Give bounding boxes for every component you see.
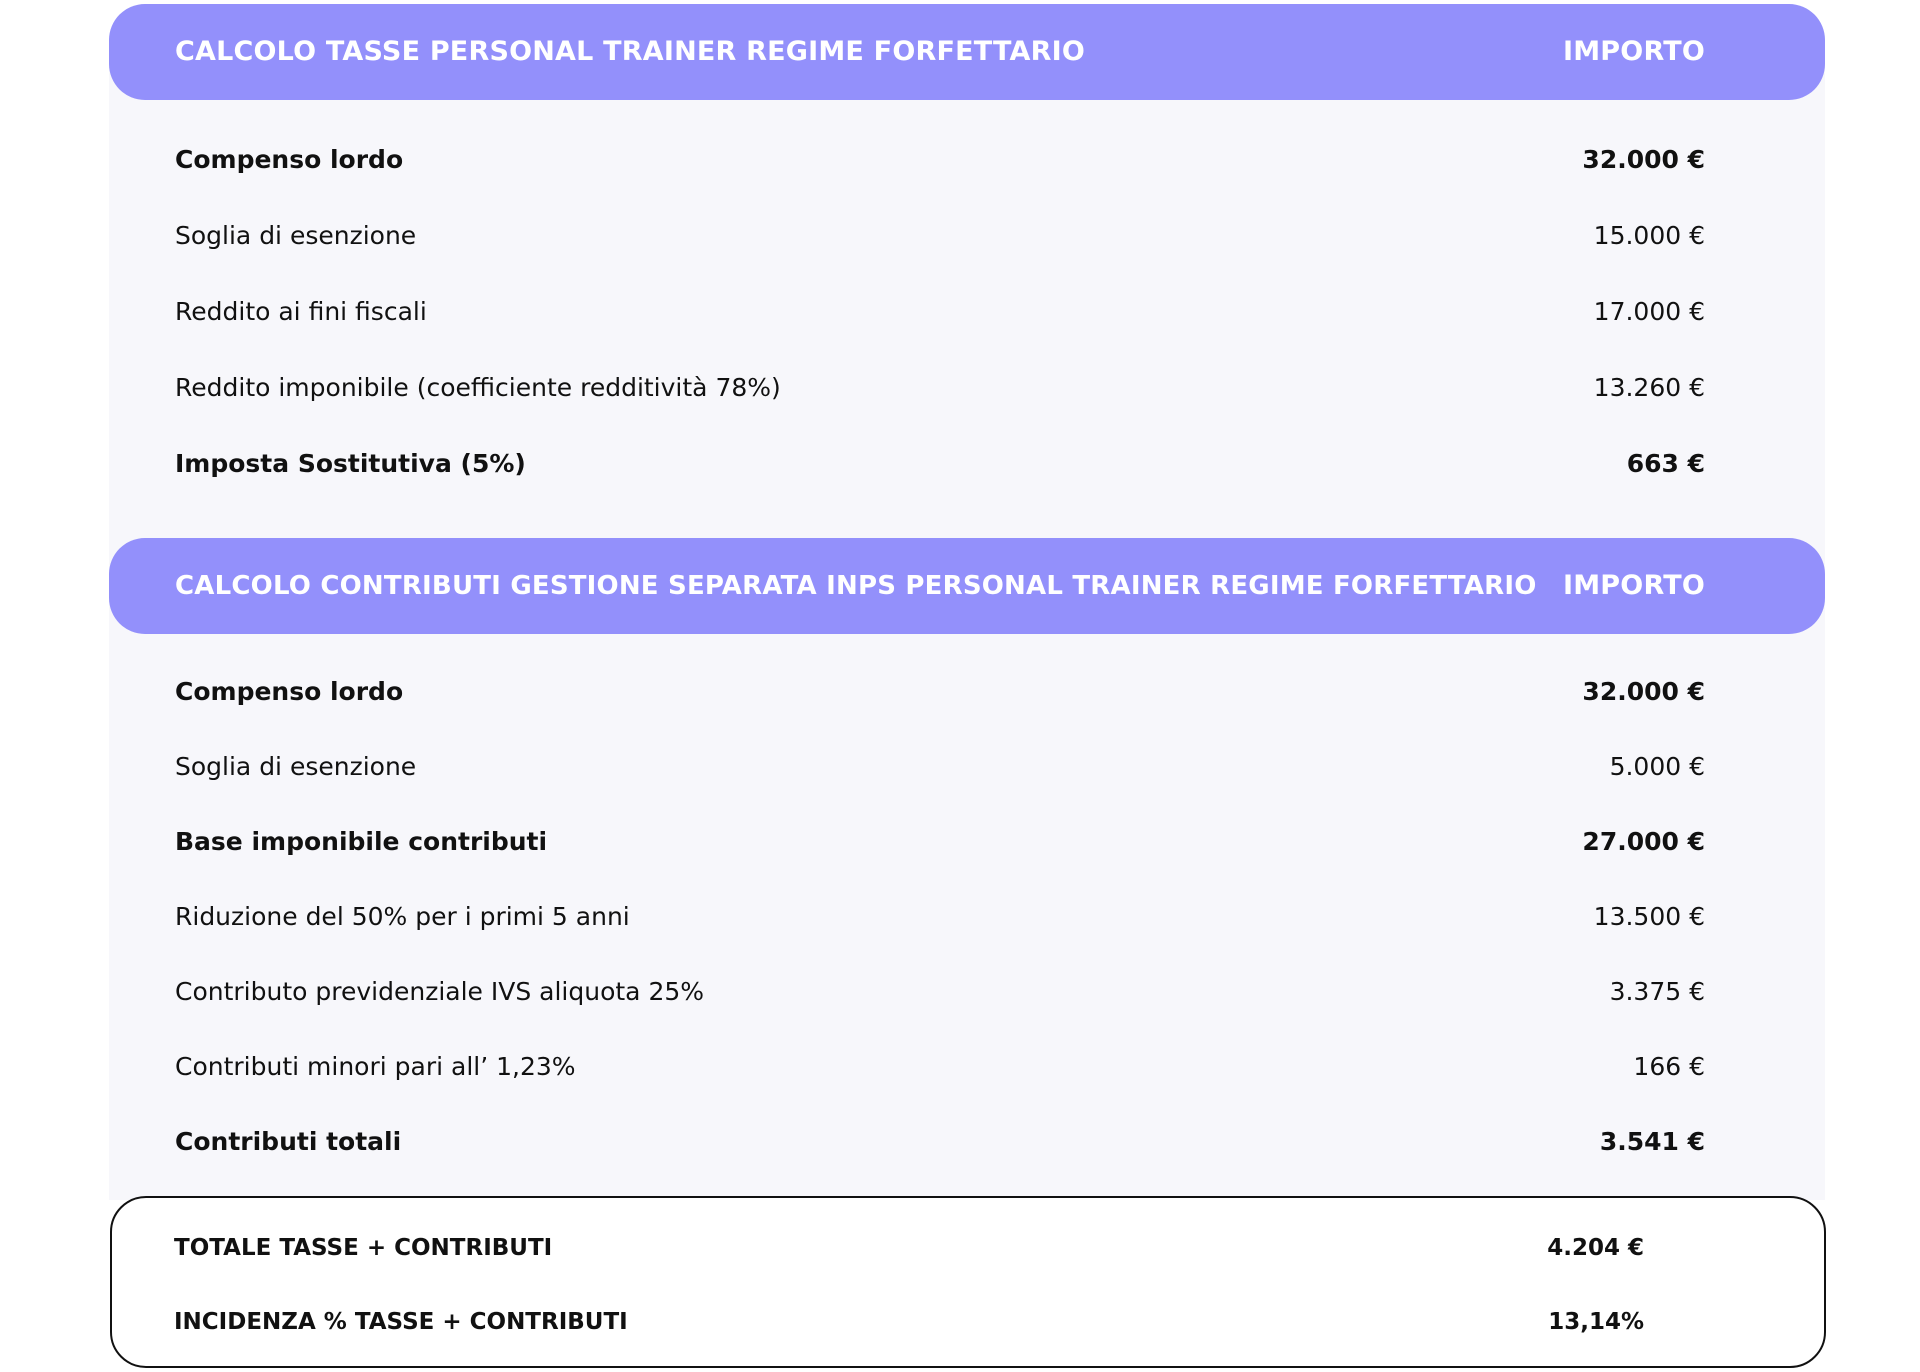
row-label: Contributi minori pari all’ 1,23% <box>175 1052 576 1081</box>
section1-row-soglia-esenzione <box>175 216 1705 256</box>
row-value: 27.000 € <box>1582 827 1705 856</box>
row-label: Contributo previdenziale IVS aliquota 25% <box>175 977 705 1006</box>
section2-row-riduzione <box>175 897 1705 937</box>
row-value: 4.204 € <box>1547 1235 1644 1261</box>
section2-row-soglia-esenzione <box>175 747 1705 787</box>
row-label: Contributi totali <box>175 1127 402 1156</box>
section1-header <box>109 4 1825 100</box>
row-label: Reddito ai fini fiscali <box>175 297 427 326</box>
row-value: 3.541 € <box>1599 1127 1705 1156</box>
section2-amount-header: IMPORTO <box>1562 570 1705 601</box>
row-label: TOTALE TASSE + CONTRIBUTI <box>174 1235 553 1261</box>
summary-box <box>110 1196 1826 1368</box>
row-label: Riduzione del 50% per i primi 5 anni <box>175 902 630 931</box>
row-label: Base imponibile contributi <box>175 827 548 856</box>
row-value: 32.000 € <box>1582 677 1705 706</box>
row-value: 15.000 € <box>1593 221 1705 250</box>
row-label: Soglia di esenzione <box>175 752 417 781</box>
row-label: Imposta Sostitutiva (5%) <box>175 449 526 478</box>
row-value: 663 € <box>1626 449 1705 478</box>
row-value: 13.500 € <box>1593 902 1705 931</box>
section2-row-compenso-lordo <box>175 672 1705 712</box>
section1-amount-header: IMPORTO <box>1562 36 1705 67</box>
row-value: 17.000 € <box>1593 297 1705 326</box>
row-label: Compenso lordo <box>175 677 404 706</box>
section2-row-contributo-ivs <box>175 972 1705 1012</box>
section2-header <box>109 538 1825 634</box>
row-value: 13,14% <box>1548 1309 1644 1335</box>
section2-title: CALCOLO CONTRIBUTI GESTIONE SEPARATA INPS PERSONAL TRAINER REGIME FORFETTARIO <box>175 571 1537 601</box>
row-value: 166 € <box>1633 1052 1705 1081</box>
row-label: Reddito imponibile (coefficiente redditività 78%) <box>175 373 781 402</box>
row-label: Compenso lordo <box>175 145 404 174</box>
row-value: 3.375 € <box>1609 977 1705 1006</box>
row-value: 5.000 € <box>1609 752 1705 781</box>
row-label: INCIDENZA % TASSE + CONTRIBUTI <box>174 1309 628 1335</box>
section1-row-imposta-sostitutiva <box>175 444 1705 484</box>
summary-row-incidenza <box>174 1302 1644 1342</box>
section1-row-reddito-fini-fiscali <box>175 292 1705 332</box>
section1-row-compenso-lordo <box>175 140 1705 180</box>
section2-row-contributi-minori <box>175 1047 1705 1087</box>
row-value: 32.000 € <box>1582 145 1705 174</box>
section1-row-reddito-imponibile <box>175 368 1705 408</box>
row-value: 13.260 € <box>1593 373 1705 402</box>
summary-row-totale <box>174 1228 1644 1268</box>
section2-row-base-imponibile <box>175 822 1705 862</box>
section2-row-contributi-totali <box>175 1122 1705 1162</box>
row-label: Soglia di esenzione <box>175 221 417 250</box>
section1-title: CALCOLO TASSE PERSONAL TRAINER REGIME FORFETTARIO <box>175 36 1085 67</box>
